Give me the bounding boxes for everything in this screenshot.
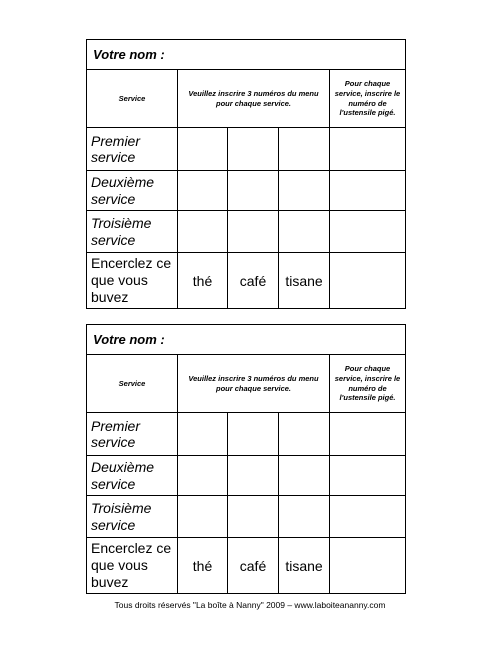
header-utensil: Pour chaque service, inscrire le numéro de l'ustensile pigé. <box>330 355 405 413</box>
drink-choice-cafe[interactable]: café <box>228 538 279 593</box>
drink-choice-the[interactable]: thé <box>178 538 228 593</box>
entry-cell[interactable] <box>279 128 330 171</box>
entry-cell[interactable] <box>228 456 279 496</box>
entry-cell[interactable] <box>279 413 330 456</box>
drink-label: Encerclez ce que vous buvez <box>87 538 178 593</box>
entry-cell[interactable] <box>279 171 330 211</box>
utensil-cell[interactable] <box>330 128 405 171</box>
name-label: Votre nom : <box>93 47 165 62</box>
name-label: Votre nom : <box>93 332 165 347</box>
drink-choice-cafe[interactable]: café <box>228 253 279 308</box>
entry-cell[interactable] <box>178 496 228 538</box>
row-label-premier: Premier service <box>87 413 178 456</box>
entry-cell[interactable] <box>228 211 279 253</box>
empty-cell <box>330 538 405 593</box>
utensil-cell[interactable] <box>330 496 405 538</box>
name-field[interactable] <box>87 325 405 355</box>
utensil-cell[interactable] <box>330 171 405 211</box>
row-label-premier: Premier service <box>87 128 178 171</box>
utensil-cell[interactable] <box>330 211 405 253</box>
row-label-troisieme: Troisième service <box>87 496 178 538</box>
drink-choice-the[interactable]: thé <box>178 253 228 308</box>
entry-cell[interactable] <box>178 171 228 211</box>
utensil-cell[interactable] <box>330 413 405 456</box>
entry-cell[interactable] <box>279 456 330 496</box>
entry-cell[interactable] <box>228 171 279 211</box>
entry-cell[interactable] <box>228 496 279 538</box>
drink-label: Encerclez ce que vous buvez <box>87 253 178 308</box>
header-utensil: Pour chaque service, inscrire le numéro de l'ustensile pigé. <box>330 70 405 128</box>
header-menu-numbers: Veuillez inscrire 3 numéros du menu pour chaque service. <box>178 355 330 413</box>
drink-choice-tisane[interactable]: tisane <box>279 253 330 308</box>
entry-cell[interactable] <box>178 128 228 171</box>
service-table <box>87 70 405 308</box>
entry-cell[interactable] <box>178 413 228 456</box>
header-menu-numbers: Veuillez inscrire 3 numéros du menu pour chaque service. <box>178 70 330 128</box>
entry-cell[interactable] <box>279 496 330 538</box>
header-service: Service <box>87 355 178 413</box>
entry-cell[interactable] <box>178 211 228 253</box>
row-label-deuxieme: Deuxième service <box>87 456 178 496</box>
row-label-troisieme: Troisième service <box>87 211 178 253</box>
order-card-1 <box>86 39 406 309</box>
name-field[interactable] <box>87 40 405 70</box>
copyright-footer: Tous droits réservés "La boîte à Nanny" 2009 – www.laboiteananny.com <box>114 600 386 610</box>
header-service: Service <box>87 70 178 128</box>
entry-cell[interactable] <box>279 211 330 253</box>
entry-cell[interactable] <box>178 456 228 496</box>
entry-cell[interactable] <box>228 128 279 171</box>
row-label-deuxieme: Deuxième service <box>87 171 178 211</box>
utensil-cell[interactable] <box>330 456 405 496</box>
entry-cell[interactable] <box>228 413 279 456</box>
order-card-2 <box>86 324 406 594</box>
empty-cell <box>330 253 405 308</box>
service-table <box>87 355 405 593</box>
drink-choice-tisane[interactable]: tisane <box>279 538 330 593</box>
